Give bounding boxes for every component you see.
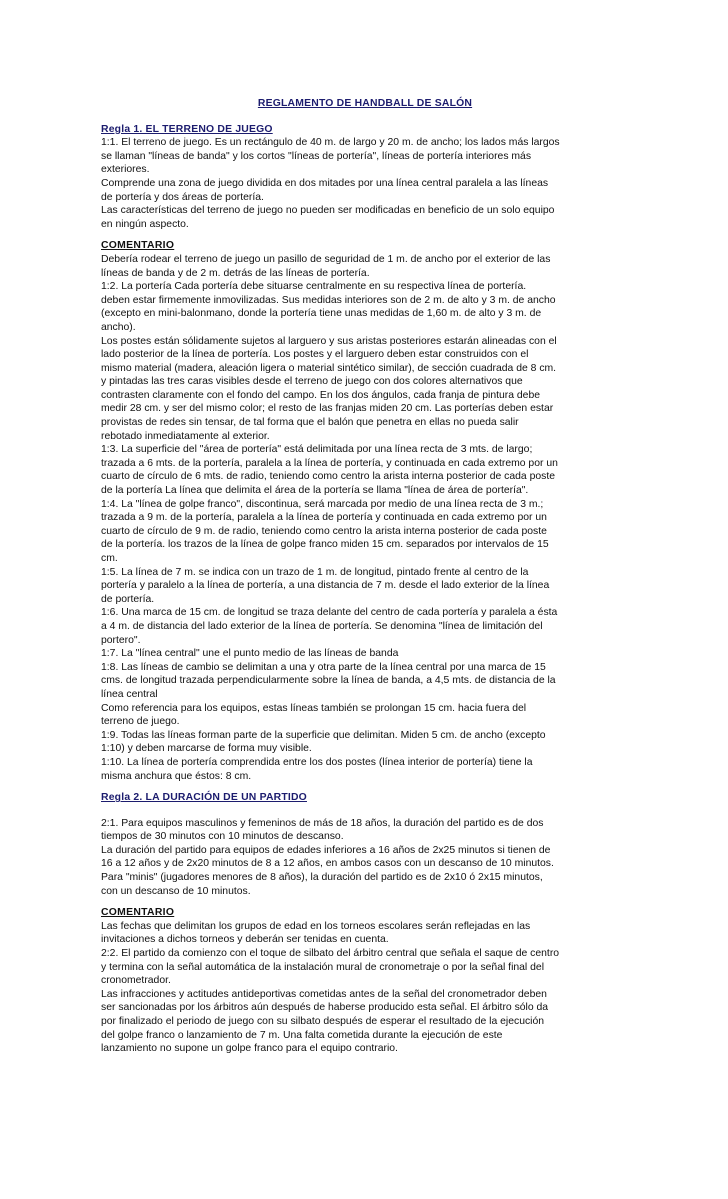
text-line: 1:9. Todas las líneas forman parte de la superficie que delimitan. Miden 5 cm. de ancho (excepto	[101, 729, 546, 741]
text-line: lado posterior de la línea de portería. Los postes y el larguero deben estar construidos con el	[101, 349, 529, 361]
text-line: 16 a 12 años y de 2x20 minutos de 8 a 12 años, en ambos casos con un descanso de 10 minutos.	[101, 858, 554, 870]
text-line: en ningún aspecto.	[101, 218, 189, 230]
text-line: 1:7. La "línea central" une el punto medio de las líneas de banda	[101, 648, 399, 660]
text-line: invitaciones a dichos torneos y deberán ser tenidas en cuenta.	[101, 934, 389, 946]
text-line: por finalizado el periodo de juego con su silbato después de esperar el resultado de la ejecución	[101, 1016, 545, 1027]
text-line: cms. de longitud trazada perpendicularmente sobre la línea de banda, a 4,5 mts. de distancia de la	[101, 675, 556, 687]
text-line: Las características del terreno de juego no pueden ser modificadas en beneficio de un solo equipo	[101, 205, 555, 217]
text-line: mismo material (madera, aleación ligera o material sintético similar), de sección cuadrada de 8 cm.	[101, 362, 557, 374]
text-line: de la portería La línea que delimita el área de la portería se llama "línea de área de portería".	[101, 485, 529, 497]
text-line: 1:2. La portería Cada portería debe situarse centralmente en su respectiva línea de portería.	[101, 281, 527, 293]
document-title: REGLAMENTO DE HANDBALL DE SALÓN	[257, 98, 473, 109]
text-line: medir 28 cm. y ser del mismo color; el resto de las franjas miden 20 cm. Las porterías deben estar	[101, 403, 554, 415]
text-line: cm.	[101, 553, 118, 564]
text-line: exteriores.	[101, 164, 150, 176]
text-line: tiempos de 30 minutos con 10 minutos de descanso.	[101, 831, 344, 843]
text-line: 1:10) y deben marcarse de forma muy visible.	[101, 743, 312, 755]
text-line: 1:1. El terreno de juego. Es un rectángulo de 40 m. de largo y 20 m. de ancho; los lados más largos	[101, 137, 560, 149]
rule-1-heading: Regla 1. EL TERRENO DE JUEGO	[101, 123, 273, 135]
text-line: Las fechas que delimitan los grupos de edad en los torneos escolares serán reflejadas en las	[101, 920, 531, 932]
text-line: cuarto de círculo de 9 m. de radio, teniendo como centro la arista interna posterior de cada poste	[101, 525, 547, 537]
comment-1-heading: COMENTARIO	[101, 240, 175, 252]
text-line: 1:6. Una marca de 15 cm. de longitud se traza delante del centro de cada portería y paralela a ésta	[101, 607, 558, 619]
text-line: de portería y dos áreas de portería.	[101, 191, 264, 203]
text-line: ser sancionadas por los árbitros aún después de haberse producido esta señal. El árbitro sólo da	[101, 1002, 549, 1014]
text-line: Las infracciones y actitudes antideportivas cometidas antes de la señal del cronometrador deben	[101, 988, 547, 1000]
text-line: 1:10. La línea de portería comprendida entre los dos postes (línea interior de portería) tiene la	[101, 756, 533, 768]
text-line: trazada a 9 m. de la portería, paralela a la línea de portería y continuada en cada extremo por un	[101, 512, 547, 524]
document-page	[101, 97, 629, 1056]
rule-2-heading: Regla 2. LA DURACIÓN DE UN PARTIDO	[101, 792, 307, 804]
text-line: Comprende una zona de juego dividida en dos mitades por una línea central paralela a las líneas	[101, 177, 549, 189]
text-line: cuarto de círculo de 6 mts. de radio, teniendo como centro la arista interna posterior de cada poste	[101, 471, 555, 483]
text-line: 2:2. El partido da comienzo con el toque de silbato del árbitro central que señala el saque de centro	[101, 948, 560, 960]
rule-2-body	[101, 817, 629, 899]
text-line: (excepto en mini-balonmano, donde la portería tiene unas medidas de 1,60 m. de alto y 3 m. de	[101, 308, 542, 320]
text-line: portería y paralelo a la línea de portería, a una distancia de 7 m. desde el lado exterior de la línea	[101, 580, 550, 592]
text-line: de la portería. los trazos de la línea de golpe franco miden 15 cm. separados por intervalos de 15	[101, 539, 549, 551]
text-line: con un descanso de 10 minutos.	[101, 885, 251, 897]
text-line: Para "minis" (jugadores menores de 8 años), la duración del partido es de 2x10 ó 2x15 minutos,	[101, 872, 543, 884]
text-line: trazada a 6 mts. de la portería, paralela a la línea de portería, y continuada en cada extremo por un	[101, 457, 558, 469]
text-line: cronometrador.	[101, 975, 171, 987]
text-line: de portería.	[101, 593, 155, 605]
text-line: Los postes están sólidamente sujetos al larguero y sus aristas posteriores estarán alineadas con el	[101, 335, 557, 347]
text-line: provistas de redes sin tensar, de tal forma que el balón que penetra en ellas no pueda salir	[101, 417, 519, 429]
text-line: ancho).	[101, 321, 136, 333]
text-line: a 4 m. de distancia del lado exterior de la línea de portería. Se denomina "línea de limitación del	[101, 620, 543, 632]
text-line: Como referencia para los equipos, estas líneas también se prolongan 15 cm. hacia fuera del	[101, 702, 527, 714]
text-line: 1:8. Las líneas de cambio se delimitan a una y otra parte de la línea central por una marca de 15	[101, 661, 546, 673]
rule-1-body	[101, 136, 629, 231]
text-line: 2:1. Para equipos masculinos y femeninos de más de 18 años, la duración del partido es de dos	[101, 817, 544, 829]
text-line: 1:3. La superficie del "área de portería" está delimitada por una línea recta de 3 mts. de largo;	[101, 444, 533, 456]
text-line: 1:4. La "línea de golpe franco", discontinua, será marcada por medio de una línea recta de 3 m.;	[101, 498, 544, 510]
text-line: contrasten claramente con el fondo del campo. En los dos ángulos, cada franja de pintura debe	[101, 389, 540, 401]
text-line: 1:5. La línea de 7 m. se indica con un trazo de 1 m. de longitud, pintado frente al centro de la	[101, 566, 529, 578]
text-line: terreno de juego.	[101, 716, 180, 728]
text-line: rebotado inmediatamente al exterior.	[101, 430, 270, 442]
text-line: deben estar firmemente inmovilizadas. Sus medidas interiores son de 2 m. de alto y 3 m. de ancho	[101, 294, 556, 306]
text-line: portero".	[101, 634, 141, 646]
text-line: misma anchura que éstos: 8 cm.	[101, 770, 252, 782]
comment-2-body	[101, 920, 629, 1056]
text-line: y pintadas las tres caras visibles desde el terreno de juego con dos colores alternativos que	[101, 376, 523, 388]
text-line: y termina con la señal automática de la instalación mural de cronometraje o por la señal final del	[101, 961, 544, 973]
text-line: lanzamiento no supone un golpe franco para el equipo contrario.	[101, 1043, 398, 1055]
text-line: línea central	[101, 688, 158, 700]
text-line: líneas de banda y de 2 m. detrás de las líneas de portería.	[101, 267, 370, 279]
text-line: del golpe franco o lanzamiento de 7 m. Una falta cometida durante la ejecución de este	[101, 1029, 503, 1041]
text-line: Debería rodear el terreno de juego un pasillo de seguridad de 1 m. de ancho por el exterior de las	[101, 253, 551, 265]
comment-1-body	[101, 253, 629, 783]
comment-2-heading: COMENTARIO	[101, 907, 175, 919]
text-line: se llaman "líneas de banda" y los cortos "líneas de portería", líneas de portería interiores más	[101, 150, 532, 162]
text-line: La duración del partido para equipos de edades inferiores a 16 años de 2x25 minutos si tienen de	[101, 844, 551, 856]
